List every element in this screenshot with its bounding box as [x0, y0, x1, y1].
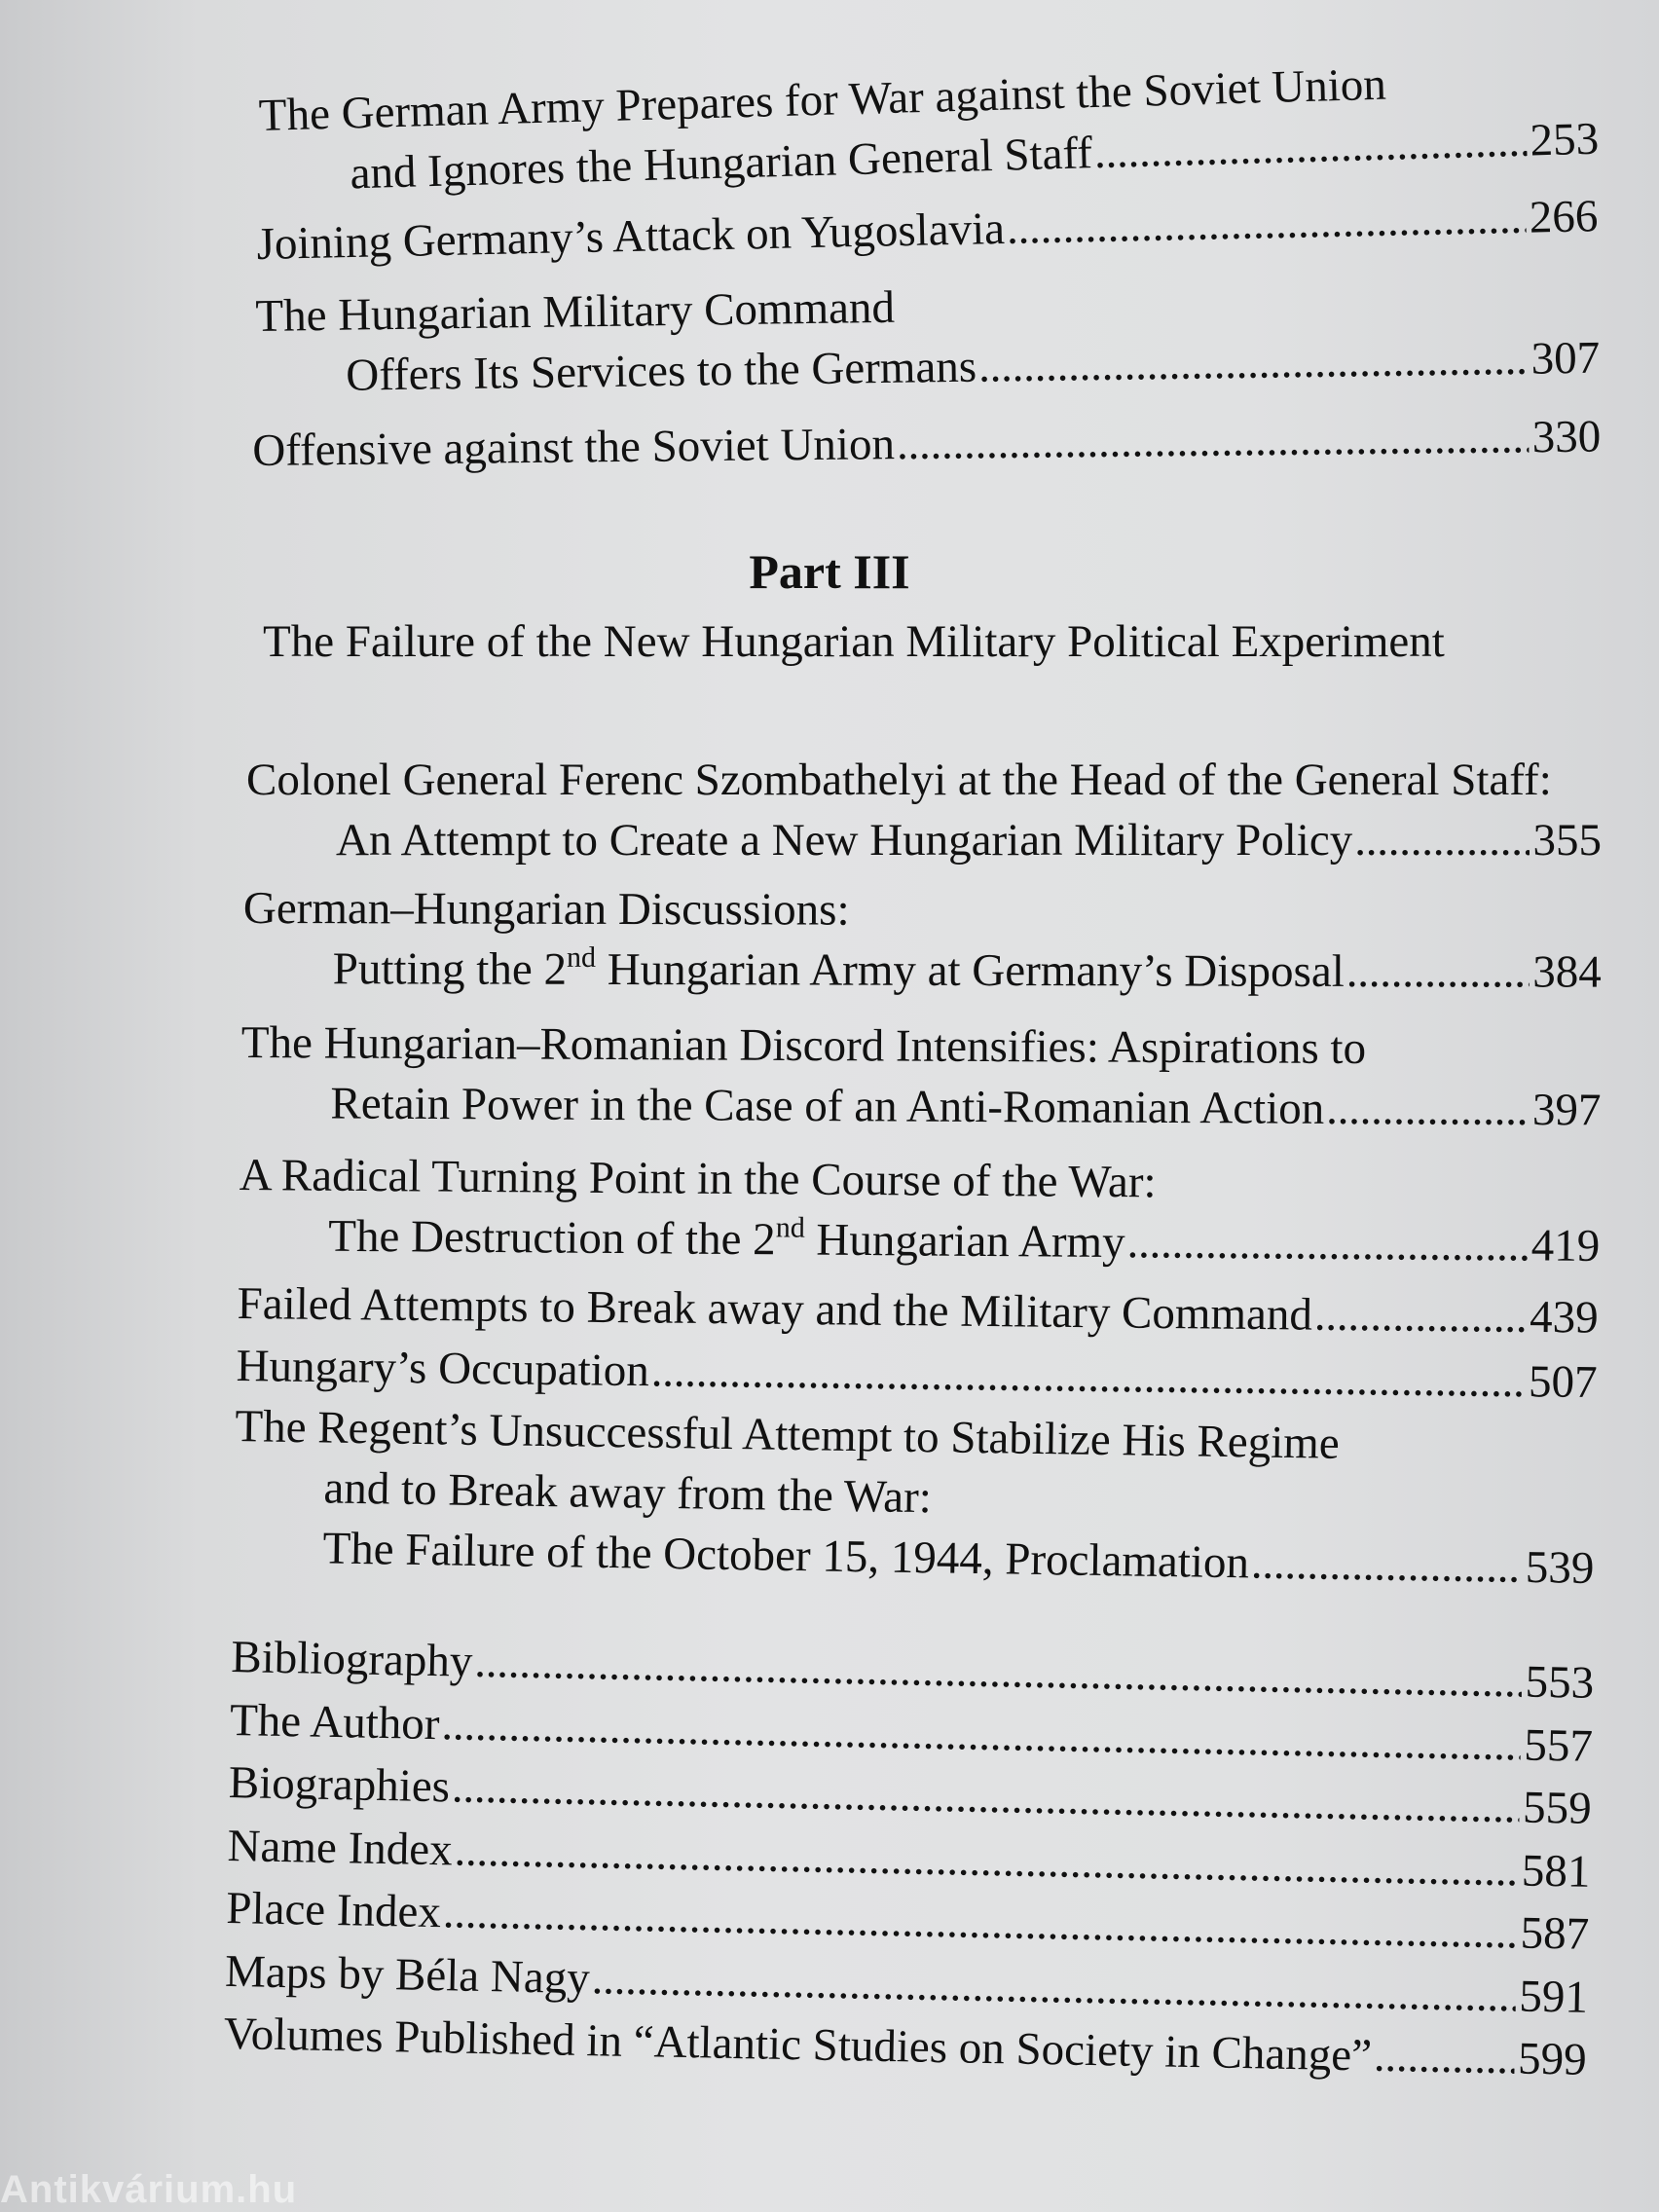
- entry-title: The Author: [229, 1694, 440, 1750]
- page-number: 253: [1529, 113, 1600, 166]
- entry-title-continued: Offers Its Services to the Germans: [345, 341, 977, 401]
- entry-title: Maps by Béla Nagy: [224, 1945, 591, 2004]
- leader-dots: [1354, 810, 1529, 870]
- page-number: 419: [1530, 1220, 1601, 1272]
- entry-title: The Hungarian Military Command: [255, 281, 896, 342]
- back-matter-list: [223, 1626, 1594, 2091]
- leader-dots: [1006, 188, 1526, 259]
- toc-entry: [240, 1013, 1602, 1140]
- leader-dots: [1126, 1212, 1528, 1275]
- entry-title: Joining Germany’s Attack on Yugoslavia: [256, 203, 1006, 270]
- watermark: Antikvárium.hu: [0, 2168, 298, 2211]
- toc-entry: [239, 1145, 1601, 1276]
- page-number: 553: [1525, 1656, 1595, 1709]
- toc-entry: [246, 750, 1602, 870]
- page-number: 581: [1521, 1844, 1591, 1898]
- page-number: 591: [1518, 1970, 1589, 2023]
- entry-title: Offensive against the Soviet Union: [252, 419, 896, 476]
- toc-entry: [237, 1273, 1599, 1348]
- entry-title: Bibliography: [230, 1631, 473, 1687]
- toc-entry: [233, 1396, 1597, 1599]
- entry-title: German–Hungarian Discussions:: [242, 883, 850, 936]
- page-number: 539: [1525, 1541, 1595, 1594]
- entry-title: Colonel General Ferenc Szombathelyi at the Head of the General Staff:: [246, 755, 1552, 805]
- part-subtitle: The Failure of the New Hungarian Military Political Experiment: [263, 616, 1445, 667]
- entry-title: Place Index: [225, 1882, 442, 1938]
- entry-title-continued: Retain Power in the Case of an Anti-Romanian Action: [330, 1078, 1325, 1134]
- toc-entry: [258, 49, 1600, 206]
- page-number: 557: [1523, 1719, 1594, 1772]
- leader-dots: [1373, 2025, 1514, 2090]
- toc-entry: [243, 878, 1602, 1003]
- page-number: 587: [1520, 1907, 1590, 1960]
- leader-dots: [650, 1341, 1525, 1412]
- part-heading: Part III: [749, 544, 910, 599]
- page-number: 266: [1529, 191, 1599, 243]
- page-number: 330: [1531, 411, 1602, 463]
- entry-title: The Hungarian–Romanian Discord Intensifies: Aspirations to: [240, 1016, 1367, 1075]
- page-number: 507: [1528, 1356, 1598, 1409]
- leader-dots: [1314, 1285, 1527, 1347]
- page-number: 307: [1530, 332, 1601, 385]
- toc-entry: [255, 268, 1601, 407]
- entry-title: A Radical Turning Point in the Course of the War:: [239, 1149, 1157, 1208]
- entry-title-continued: and Ignores the Hungarian General Staff: [349, 128, 1093, 200]
- leader-dots: [1250, 1532, 1522, 1597]
- leader-dots: [978, 329, 1528, 397]
- toc-entry: [252, 406, 1602, 481]
- page-number: 355: [1532, 815, 1602, 866]
- entry-title: The German Army Prepares for War against the Soviet Union: [258, 58, 1387, 141]
- entry-title-continued: and to Break away from the War:: [323, 1462, 933, 1524]
- page-number: 439: [1529, 1291, 1599, 1344]
- entry-title-continued: The Destruction of the 2nd Hungarian Army: [328, 1210, 1125, 1269]
- leader-dots: [1093, 111, 1527, 183]
- page-number: 599: [1517, 2033, 1588, 2085]
- entry-title: Failed Attempts to Break away and the Military Command: [237, 1277, 1313, 1341]
- entry-title-continued: The Failure of the October 15, 1944, Proclamation: [322, 1523, 1250, 1589]
- entry-title: Name Index: [227, 1820, 454, 1875]
- page-number: 384: [1532, 946, 1602, 998]
- leader-dots: [1346, 941, 1530, 1002]
- entry-title-continued: Putting the 2nd Hungarian Army at Germany’s Disposal: [332, 940, 1345, 997]
- page-number: 559: [1522, 1782, 1593, 1834]
- leader-dots: [897, 407, 1529, 474]
- page-number: 397: [1531, 1084, 1602, 1136]
- entry-title: The Regent’s Unsuccessful Attempt to Stabilize His Regime: [235, 1400, 1341, 1469]
- entry-title-continued: An Attempt to Create a New Hungarian Military Policy: [336, 815, 1353, 866]
- entry-title: Biographies: [228, 1756, 451, 1813]
- leader-dots: [1326, 1079, 1529, 1140]
- entry-title: Hungary’s Occupation: [236, 1340, 650, 1397]
- entry-title: Volumes Published in “Atlantic Studies on Society in Change”: [223, 2008, 1373, 2082]
